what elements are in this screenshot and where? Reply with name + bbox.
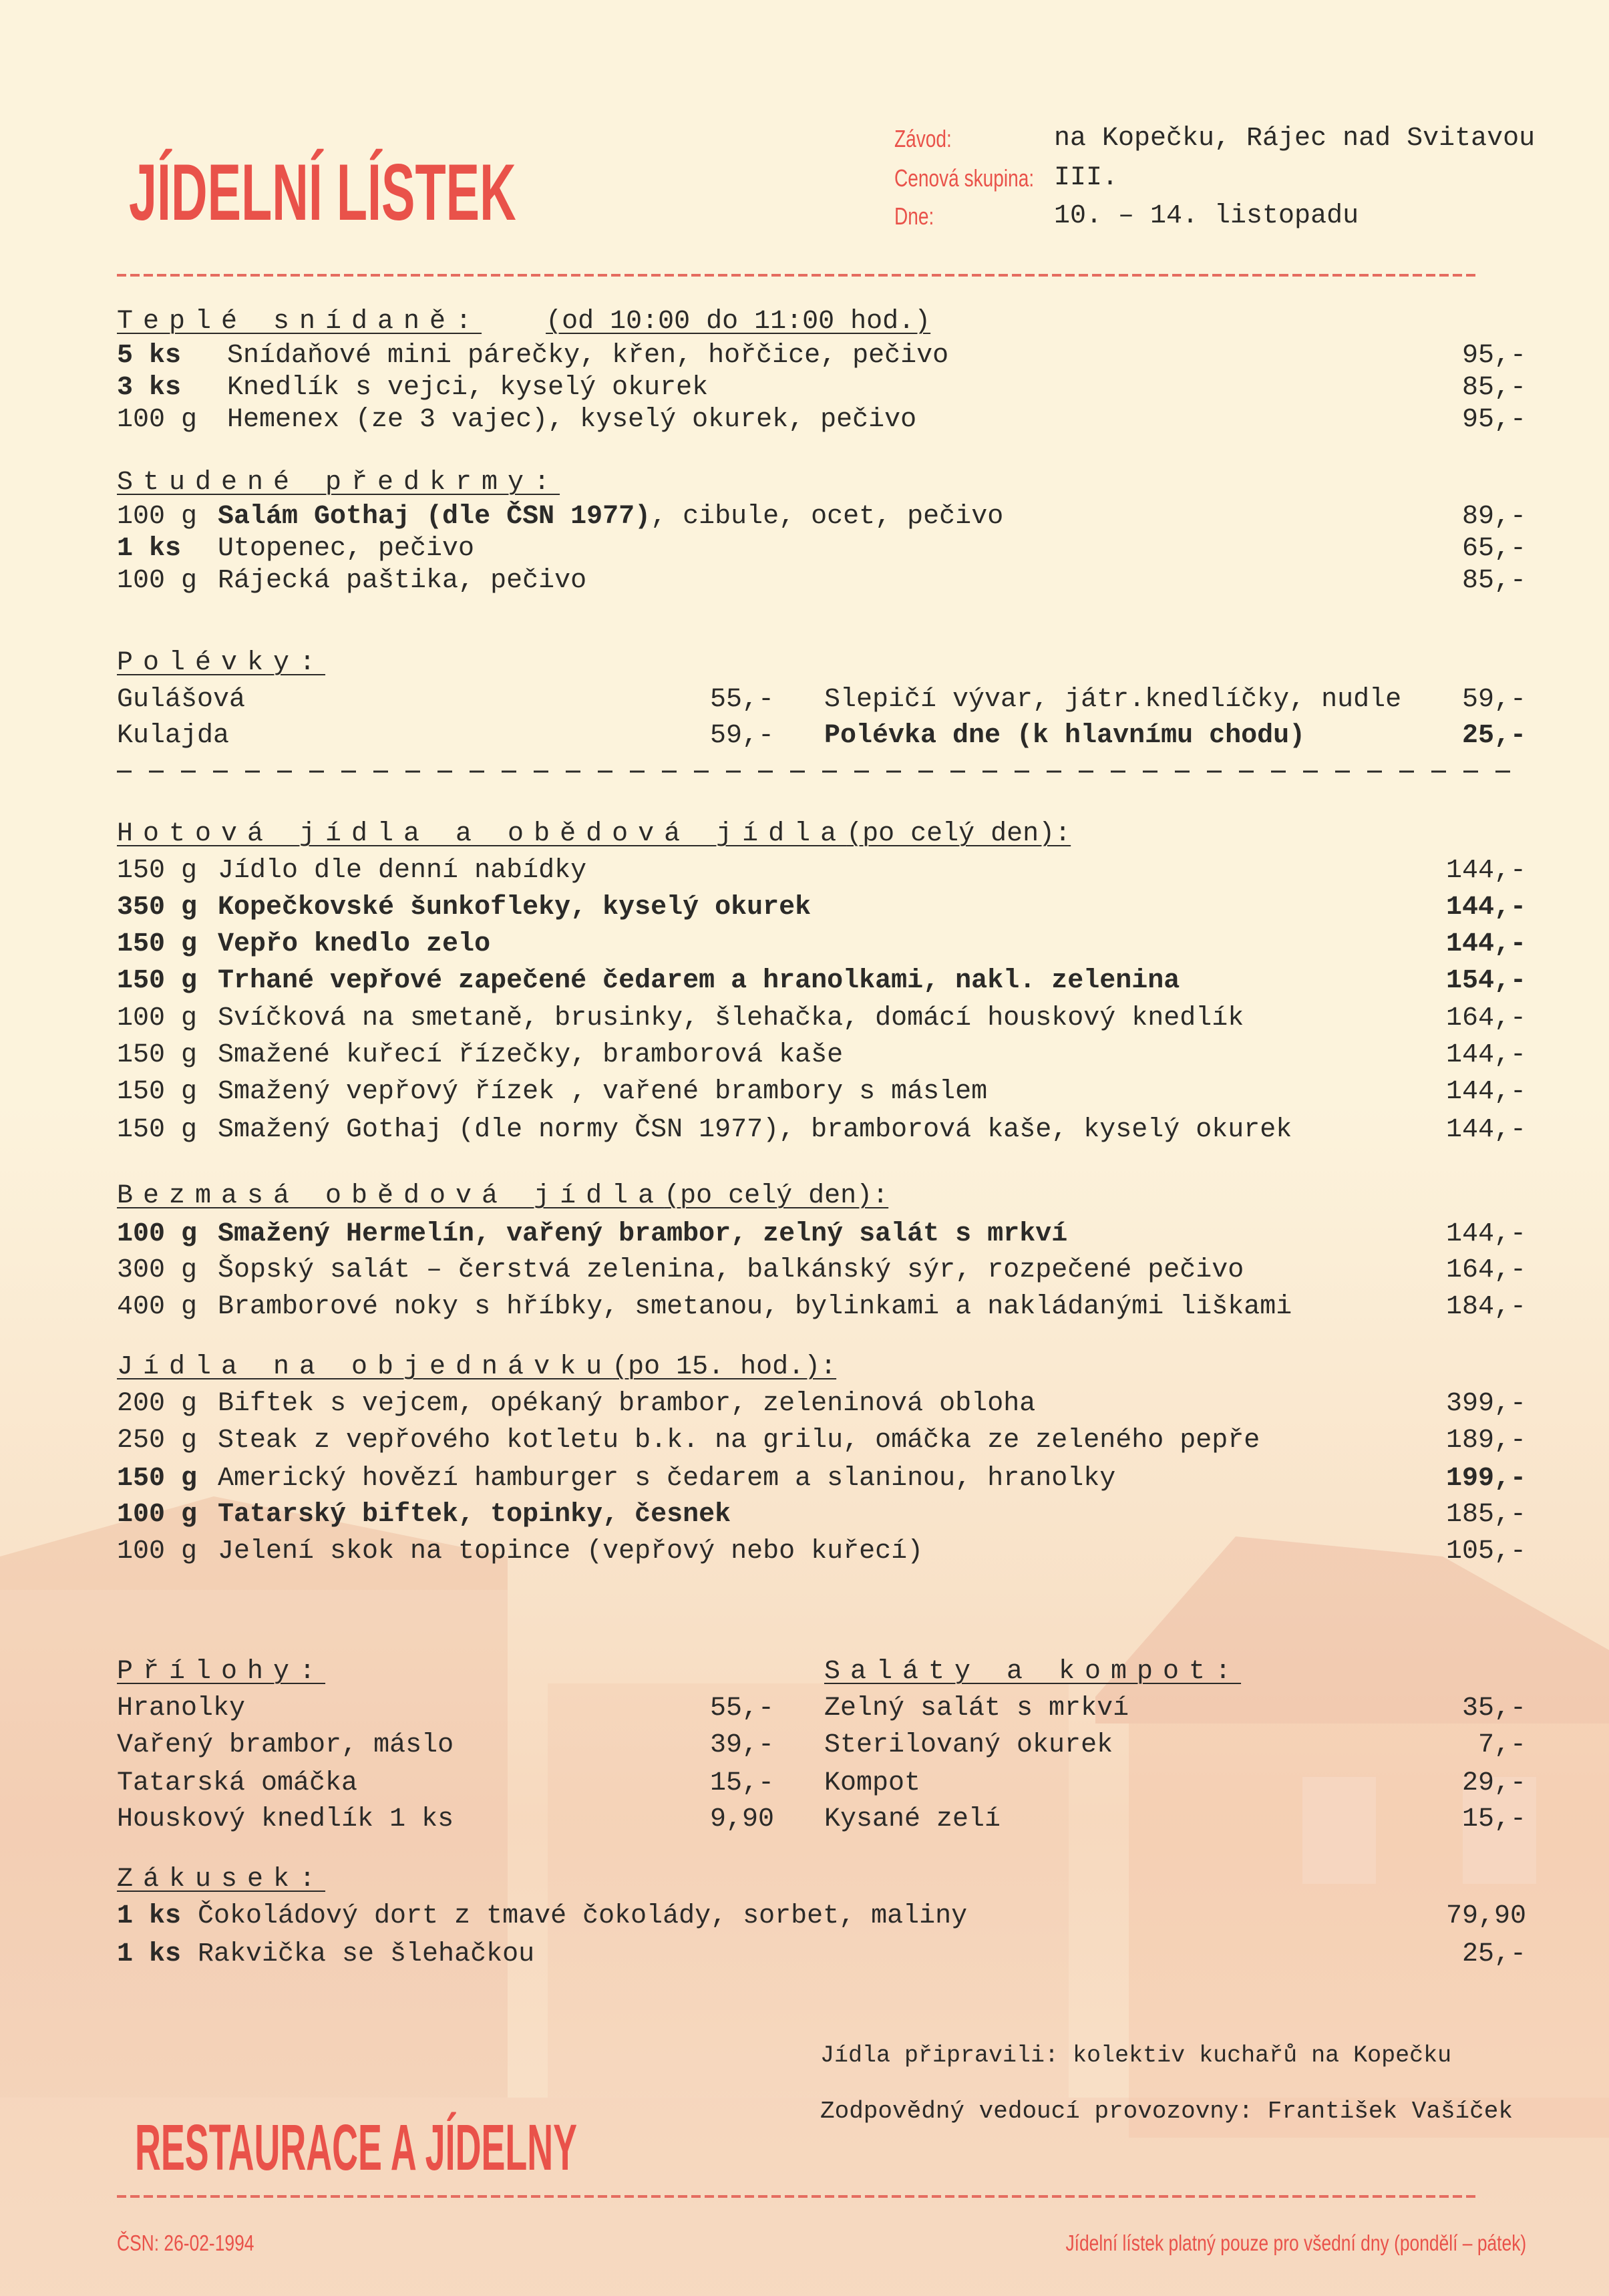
- item-name: Hranolky: [117, 1693, 246, 1724]
- menu-item: [0, 1003, 1609, 1035]
- item-price: 79,90: [1445, 1901, 1526, 1931]
- dashed-divider: [0, 768, 1609, 775]
- item-name: Smažený Gothaj (dle normy ČSN 1977), bramborová kaše, kyselý okurek: [218, 1115, 1292, 1145]
- menu-item: [0, 533, 1609, 565]
- menu-item: [0, 1255, 1609, 1287]
- item-quantity: 100 g: [117, 1536, 198, 1567]
- item-price: 55,-: [709, 1693, 774, 1724]
- item-quantity: 150 g: [117, 1115, 198, 1145]
- plant-label: Závod:: [894, 125, 952, 152]
- item-quantity: 300 g: [117, 1255, 198, 1285]
- item-price: 144,-: [1445, 1077, 1526, 1107]
- item-quantity: 100 g: [117, 1219, 198, 1249]
- item-price: 189,-: [1445, 1426, 1526, 1456]
- item-price: 105,-: [1445, 1536, 1526, 1567]
- item-price: 154,-: [1445, 966, 1526, 996]
- item-quantity: 100 g: [117, 566, 198, 596]
- item-name: Kulajda: [117, 721, 230, 751]
- item-name: Zelný salát s mrkví: [824, 1693, 1129, 1724]
- item-name: Rájecká paštika, pečivo: [218, 566, 587, 596]
- prepared-by: Jídla připravili: kolektiv kuchařů na Kopečku: [820, 2042, 1452, 2069]
- item-name: Slepičí vývar, játr.knedlíčky, nudle: [824, 685, 1402, 715]
- item-name: Polévka dne (k hlavnímu chodu): [824, 721, 1306, 751]
- item-name: Kopečkovské šunkofleky, kyselý okurek: [218, 892, 812, 923]
- item-price: 59,-: [709, 721, 774, 751]
- section-note: (po celý den):: [664, 1181, 889, 1211]
- menu-item: [0, 929, 1609, 961]
- menu-item: [0, 1939, 1609, 1971]
- item-price: 144,-: [1445, 892, 1526, 923]
- item-name: Čokoládový dort z tmavé čokolády, sorbet, maliny: [198, 1901, 968, 1931]
- validity-note: Jídelní lístek platný pouze pro všední dny (pondělí – pátek): [1065, 2231, 1526, 2255]
- item-quantity: 150 g: [117, 929, 198, 959]
- item-name: Svíčková na smetaně, brusinky, šlehačka, domácí houskový knedlík: [218, 1003, 1244, 1033]
- section-title: Studené předkrmy:: [117, 468, 560, 498]
- section-header-soups: [117, 647, 325, 679]
- item-price: 59,-: [1461, 685, 1526, 715]
- menu-item-row: [0, 720, 1609, 752]
- item-quantity: 1 ks: [117, 534, 182, 564]
- menu-item: [0, 1901, 1609, 1933]
- item-price: 164,-: [1445, 1003, 1526, 1033]
- section-title: Teplé snídaně:: [117, 307, 482, 337]
- item-name-bold: Salám Gothaj (dle ČSN 1977): [218, 502, 651, 532]
- item-price: 144,-: [1445, 856, 1526, 886]
- item-name: Tatarská omáčka: [117, 1768, 358, 1798]
- section-title: Jídla na objednávku: [117, 1352, 612, 1382]
- menu-item: [0, 1425, 1609, 1457]
- item-quantity: 100 g: [117, 405, 198, 435]
- item-price: 144,-: [1445, 1219, 1526, 1249]
- item-price: 9,90: [709, 1804, 774, 1834]
- item-price: 85,-: [1461, 373, 1526, 403]
- item-name: Biftek s vejcem, opékaný brambor, zeleninová obloha: [218, 1389, 1036, 1419]
- item-quantity: 1 ks: [117, 1939, 182, 1969]
- section-title: Hotová jídla a obědová jídla: [117, 819, 847, 849]
- item-quantity: 150 g: [117, 856, 198, 886]
- item-price: 7,-: [1477, 1730, 1526, 1760]
- menu-item-row: [0, 684, 1609, 716]
- item-name: Smažený Hermelín, vařený brambor, zelný salát s mrkví: [218, 1219, 1068, 1249]
- item-name: Snídaňové mini párečky, křen, hořčice, pečivo: [227, 341, 949, 371]
- item-price: 164,-: [1445, 1255, 1526, 1285]
- page-title: JÍDELNÍ LÍSTEK: [129, 148, 516, 237]
- section-header-mains: [117, 818, 1071, 850]
- item-quantity: 150 g: [117, 1040, 198, 1070]
- menu-item-row: [0, 1768, 1609, 1800]
- plant-value: na Kopečku, Rájec nad Svitavou: [1054, 124, 1536, 154]
- item-name: Utopenec, pečivo: [218, 534, 475, 564]
- standard-code: ČSN: 26-02-1994: [117, 2231, 254, 2255]
- menu-item: [0, 892, 1609, 924]
- date-label: Dne:: [894, 202, 934, 230]
- item-name: Sterilovaný okurek: [824, 1730, 1113, 1760]
- item-price: 144,-: [1445, 1040, 1526, 1070]
- menu-item: [0, 1388, 1609, 1420]
- menu-item: [0, 1076, 1609, 1108]
- menu-item: [0, 1463, 1609, 1495]
- item-quantity: 100 g: [117, 1003, 198, 1033]
- item-name: Smažené kuřecí řízečky, bramborová kaše: [218, 1040, 844, 1070]
- section-header-meatless: [117, 1180, 888, 1212]
- item-name: Kompot: [824, 1768, 921, 1798]
- item-price: 15,-: [1461, 1804, 1526, 1834]
- section-header-dessert: [117, 1864, 325, 1896]
- item-quantity: 250 g: [117, 1426, 198, 1456]
- item-name: Tatarský biftek, topinky, česnek: [218, 1500, 731, 1530]
- item-price: 184,-: [1445, 1292, 1526, 1322]
- item-name: Houskový knedlík 1 ks: [117, 1804, 454, 1834]
- section-title: Polévky:: [117, 648, 326, 678]
- item-name: Smažený vepřový řízek , vařené brambory s máslem: [218, 1077, 988, 1107]
- section-note: (po 15. hod.):: [612, 1352, 837, 1382]
- menu-item: [0, 565, 1609, 597]
- item-quantity: 150 g: [117, 1077, 198, 1107]
- item-price: 144,-: [1445, 1115, 1526, 1145]
- section-title: Saláty a kompot:: [824, 1657, 1242, 1687]
- item-price: 85,-: [1461, 566, 1526, 596]
- item-price: 55,-: [709, 685, 774, 715]
- item-price: 89,-: [1461, 502, 1526, 532]
- section-header-to-order: [117, 1351, 836, 1383]
- item-quantity: 150 g: [117, 966, 198, 996]
- section-header-breakfast: [117, 306, 930, 338]
- menu-item-row: [0, 1730, 1609, 1762]
- section-note: (po celý den):: [846, 819, 1071, 849]
- item-name: Americký hovězí hamburger s čedarem a slaninou, hranolky: [218, 1464, 1116, 1494]
- price-group-label: Cenová skupina:: [894, 164, 1035, 192]
- item-name: Bramborové noky s hříbky, smetanou, bylinkami a nakládanými liškami: [218, 1292, 1292, 1322]
- item-quantity: 150 g: [117, 1464, 198, 1494]
- menu-item: [0, 855, 1609, 887]
- item-price: 185,-: [1445, 1500, 1526, 1530]
- item-price: 15,-: [709, 1768, 774, 1798]
- item-name: Jelení skok na topince (vepřový nebo kuřecí): [218, 1536, 924, 1567]
- item-name: Kysané zelí: [824, 1804, 1001, 1834]
- item-quantity: 100 g: [117, 1500, 198, 1530]
- item-name: Jídlo dle denní nabídky: [218, 856, 587, 886]
- menu-item: [0, 404, 1609, 436]
- item-name: Vepřo knedlo zelo: [218, 929, 491, 959]
- item-price: 25,-: [1461, 721, 1526, 751]
- item-price: 95,-: [1461, 341, 1526, 371]
- section-header-sides: [117, 1656, 325, 1688]
- item-name-rest: , cibule, ocet, pečivo: [651, 502, 1004, 532]
- item-price: 199,-: [1445, 1464, 1526, 1494]
- section-title: Přílohy:: [117, 1657, 326, 1687]
- menu-item-row: [0, 1693, 1609, 1725]
- menu-item: [0, 1499, 1609, 1531]
- menu-item: [0, 1039, 1609, 1072]
- item-name: Gulášová: [117, 685, 246, 715]
- red-dashed-divider-top: [0, 272, 1609, 279]
- item-name: Trhané vepřové zapečené čedarem a hranolkami, nakl. zelenina: [218, 966, 1180, 996]
- item-quantity: 200 g: [117, 1389, 198, 1419]
- item-price: 95,-: [1461, 405, 1526, 435]
- item-price: 399,-: [1445, 1389, 1526, 1419]
- item-name: Steak z vepřového kotletu b.k. na grilu, omáčka ze zeleného pepře: [218, 1426, 1260, 1456]
- item-price: 35,-: [1461, 1693, 1526, 1724]
- item-name: [218, 501, 1003, 533]
- section-note: (od 10:00 do 11:00 hod.): [546, 307, 931, 337]
- section-title: Zákusek:: [117, 1864, 326, 1895]
- menu-item: [0, 1218, 1609, 1251]
- menu-item: [0, 340, 1609, 372]
- item-price: 144,-: [1445, 929, 1526, 959]
- section-header-starters: [117, 467, 560, 499]
- date-value: 10. – 14. listopadu: [1054, 201, 1359, 231]
- item-quantity: 3 ks: [117, 373, 182, 403]
- menu-item: [0, 372, 1609, 404]
- menu-item: [0, 501, 1609, 533]
- item-name: Šopský salát – čerstvá zelenina, balkánský sýr, rozpečené pečivo: [218, 1255, 1244, 1285]
- item-price: 25,-: [1461, 1939, 1526, 1969]
- item-name: Rakvička se šlehačkou: [198, 1939, 535, 1969]
- item-price: 39,-: [709, 1730, 774, 1760]
- section-header-salads: [824, 1656, 1241, 1688]
- manager: Zodpovědný vedoucí provozovny: František Vašíček: [820, 2098, 1513, 2125]
- red-dashed-divider-bottom: [0, 2193, 1609, 2200]
- price-group-value: III.: [1054, 163, 1119, 193]
- item-quantity: 1 ks: [117, 1901, 182, 1931]
- menu-item: [0, 1536, 1609, 1568]
- menu-item: [0, 1291, 1609, 1323]
- item-price: 65,-: [1461, 534, 1526, 564]
- menu-item-row: [0, 1804, 1609, 1836]
- item-price: 29,-: [1461, 1768, 1526, 1798]
- item-quantity: 400 g: [117, 1292, 198, 1322]
- menu-item: [0, 965, 1609, 997]
- menu-item: [0, 1114, 1609, 1146]
- item-quantity: 5 ks: [117, 341, 182, 371]
- item-quantity: 100 g: [117, 502, 198, 532]
- item-name: Hemenex (ze 3 vajec), kyselý okurek, pečivo: [227, 405, 917, 435]
- item-name: Vařený brambor, máslo: [117, 1730, 454, 1760]
- item-name: Knedlík s vejci, kyselý okurek: [227, 373, 709, 403]
- item-quantity: 350 g: [117, 892, 198, 923]
- section-title: Bezmasá obědová jídla: [117, 1181, 665, 1211]
- restaurant-brand: RESTAURACE A JÍDELNY: [135, 2111, 578, 2184]
